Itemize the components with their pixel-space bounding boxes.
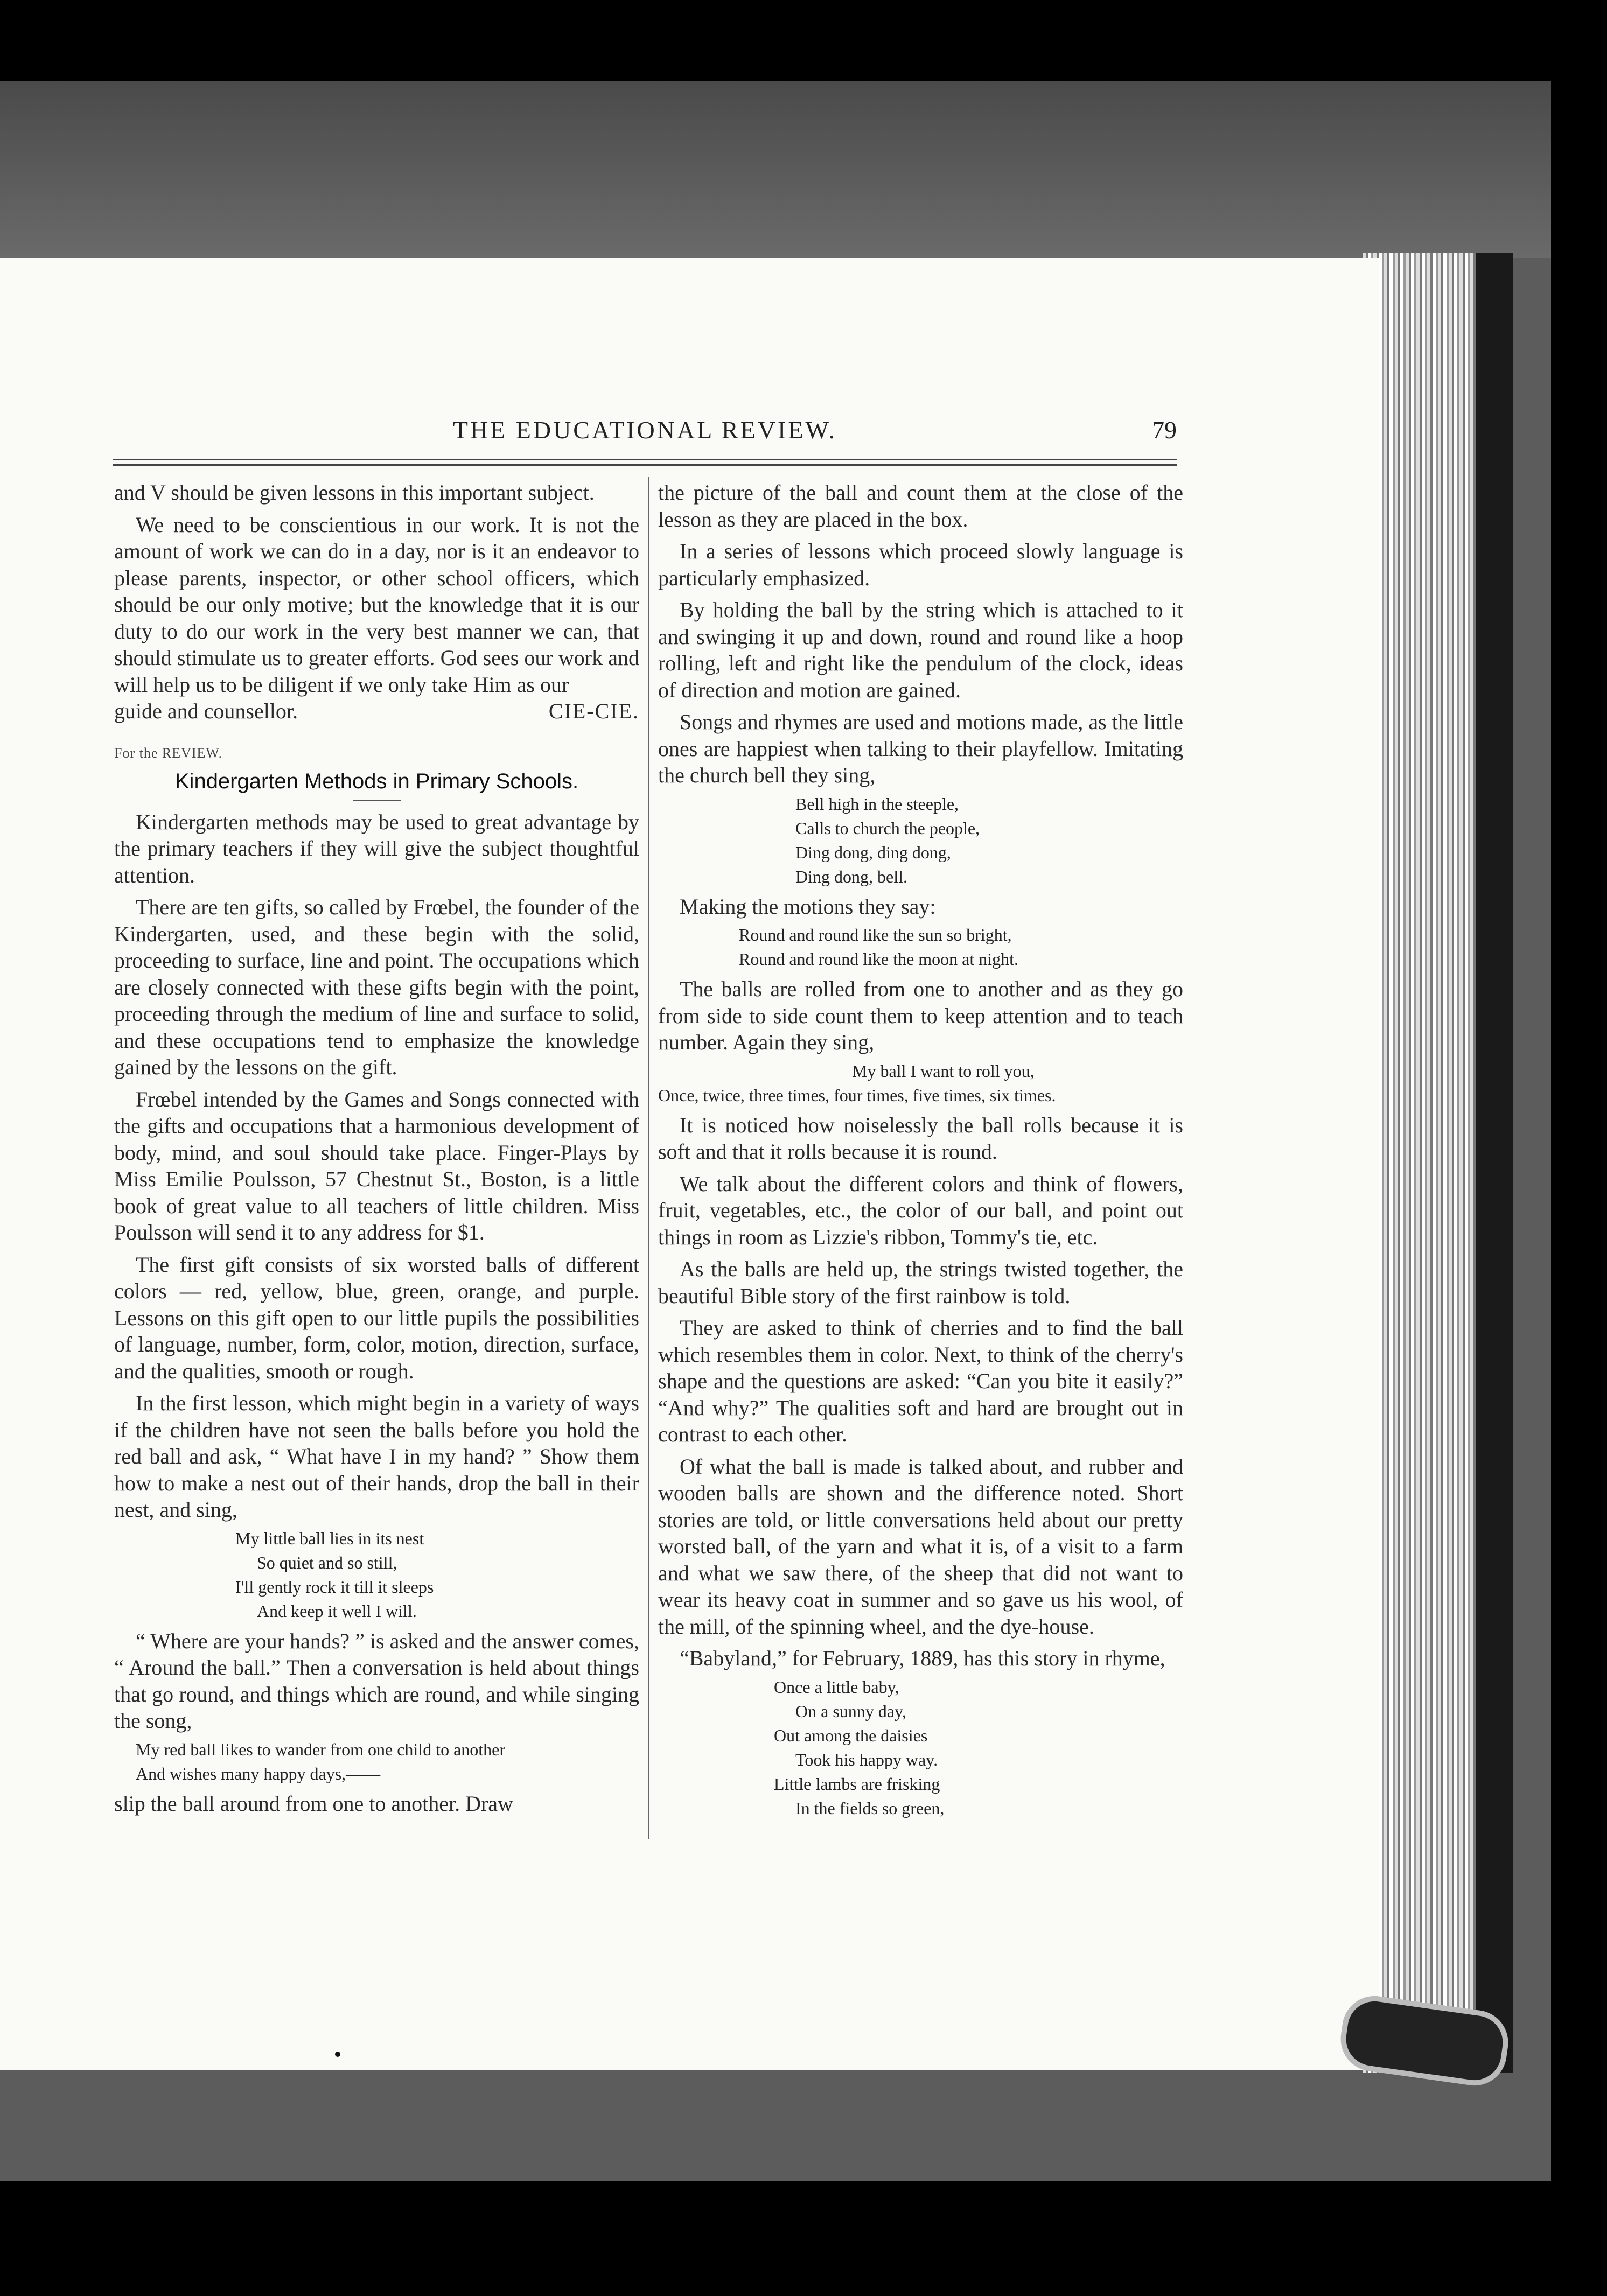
- paragraph: We need to be conscientious in our work. It is not the amount of work we can do in a day, nor is it an endeavor to please parents, inspector, or other school officers, which should be our only motive; but the knowledge that it is our duty to do our work in the very best manner we can, that should stimulate us to greater efforts. God sees our work and will help us to be diligent if we only take Him as our: [114, 512, 639, 697]
- paragraph: Frœbel intended by the Games and Songs connected with the gifts and occupations that a harmonious development of body, mind, and soul should take place. Finger-Plays by Miss Emilie Poulsson, 57 Chestnut St., Boston, is a little book of great value to all teachers of little children. Miss Poulsson will send it to any address for $1.: [114, 1087, 639, 1244]
- verse-line: My ball I want to roll you,: [852, 1061, 1035, 1081]
- column-divider: [648, 477, 649, 1839]
- book-page: [0, 258, 1379, 2070]
- scan-backdrop-top: [0, 81, 1551, 258]
- verse-line: And wishes many happy days,——: [136, 1763, 381, 1783]
- left-column: [114, 479, 639, 1817]
- page-number: 79: [1152, 416, 1177, 444]
- page-header: [113, 416, 1177, 459]
- verse: [114, 1527, 639, 1623]
- verse-line: Once, twice, three times, four times, five times, six times.: [658, 1085, 1056, 1105]
- paragraph: slip the ball around from one to another. Draw: [114, 1791, 513, 1816]
- right-column: [658, 479, 1183, 1825]
- closing-line: [114, 698, 639, 725]
- verse: [658, 1675, 1183, 1821]
- paragraph: Of what the ball is made is talked about, and rubber and wooden balls are shown and the difference noted. Short stories are told, or little conversations held about our pretty worsted ball, of the yarn and what it is, of a visit to a farm and what we saw there, of the sheep that did not want to wear its heavy coat in summer and so gave us his wool, of the mill, of the spinning wheel, and the dye-house.: [658, 1454, 1183, 1639]
- paragraph: Songs and rhymes are used and motions made, as the little ones are happiest when talking to their playfellow. Imitating the church bell they sing,: [658, 710, 1183, 787]
- verse: [658, 792, 1183, 889]
- verse-line: My little ball lies in its nest: [235, 1528, 424, 1548]
- paragraph: In a series of lessons which proceed slowly language is particularly emphasized.: [658, 539, 1183, 590]
- verse: [658, 1059, 1183, 1108]
- verse: [114, 1738, 639, 1786]
- paragraph: “ Where are your hands? ” is asked and the answer comes, “ Around the ball.” Then a conversation is held about things that go round, and things which are round, and while singing the song,: [114, 1628, 639, 1733]
- paragraph: It is noticed how noiselessly the ball rolls because it is soft and that it rolls because it is round.: [658, 1112, 1183, 1164]
- paragraph: the picture of the ball and count them at the close of the lesson as they are placed in the box.: [658, 480, 1183, 531]
- ink-speck: [335, 2052, 340, 2057]
- paragraph: Kindergarten methods may be used to great advantage by the primary teachers if they will give the subject thoughtful attention.: [114, 809, 639, 887]
- paragraph: We talk about the different colors and think of flowers, fruit, vegetables, etc., the color of our ball, and point out things in room as Lizzie's ribbon, Tommy's tie, etc.: [658, 1171, 1183, 1249]
- header-rule-top: [113, 459, 1177, 460]
- paragraph: In the first lesson, which might begin in a variety of ways if the children have not seen the balls before you hold the red ball and ask, “ What have I in my hand? ” Show them how to make a nest out of their hands, drop the ball in their nest, and sing,: [114, 1391, 639, 1522]
- verse-line: Round and round like the moon at night.: [739, 949, 1019, 969]
- verse-line: Bell high in the steeple,: [795, 794, 959, 814]
- review-credit: For the REVIEW.: [114, 745, 223, 761]
- paragraph: Making the motions they say:: [680, 894, 936, 919]
- verse-line: Calls to church the people,: [795, 818, 980, 838]
- verse-line: I'll gently rock it till it sleeps: [235, 1577, 434, 1597]
- verse: [658, 923, 1183, 971]
- verse-line: Ding dong, bell.: [795, 866, 907, 886]
- paragraph: and V should be given lessons in this important subject.: [114, 480, 595, 505]
- verse-line: In the fields so green,: [795, 1798, 945, 1818]
- verse-line: Round and round like the sun so bright,: [739, 925, 1012, 944]
- paragraph: The first gift consists of six worsted balls of different colors — red, yellow, blue, green, orange, and purple. Lessons on this gift open to our little pupils the possibilities of language, number, form, color, motion, direction, surface, and the qualities, smooth or rough.: [114, 1252, 639, 1383]
- verse-line: And keep it well I will.: [257, 1601, 417, 1621]
- closing-text: guide and counsellor.: [114, 699, 298, 723]
- title-rule: [353, 800, 401, 801]
- paragraph: The balls are rolled from one to another and as they go from side to side count them to keep attention and to teach number. Again they sing,: [658, 977, 1183, 1054]
- verse-line: Took his happy way.: [795, 1749, 938, 1769]
- verse-line: Once a little baby,: [774, 1677, 899, 1697]
- verse-line: My red ball likes to wander from one child to another: [136, 1739, 506, 1759]
- verse-line: On a sunny day,: [795, 1701, 906, 1721]
- paragraph: “Babyland,” for February, 1889, has this story in rhyme,: [680, 1646, 1165, 1670]
- paragraph: By holding the ball by the string which is attached to it and swinging it up and down, round and round like a hoop rolling, left and right like the pendulum of the clock, ideas of direction and motion are gained.: [658, 598, 1183, 702]
- book-spine-shadow: [1476, 253, 1513, 2073]
- running-title: THE EDUCATIONAL REVIEW.: [452, 416, 837, 444]
- paragraph: As the balls are held up, the strings twisted together, the beautiful Bible story of the first rainbow is told.: [658, 1257, 1183, 1308]
- header-rule-bottom: [113, 464, 1177, 466]
- article-title: Kindergarten Methods in Primary Schools.: [174, 769, 579, 793]
- author-signature: CIE-CIE.: [548, 699, 639, 723]
- paragraph: They are asked to think of cherries and to find the ball which resembles them in color. Next, to think of the cherry's shape and the questions are asked: “Can you bite it easily?” “And why?” The qualities soft and hard are brought out in contrast to each other.: [658, 1315, 1183, 1446]
- verse-line: Ding dong, ding dong,: [795, 842, 951, 862]
- paragraph: There are ten gifts, so called by Frœbel, the founder of the Kindergarten, used, and these begin with the solid, proceeding to surface, line and point. The occupations which are closely connected with these gifts begin with the point, proceeding through the medium of line and surface to solid, and these occupations tend to emphasize the knowledge gained by the lessons on the gift.: [114, 895, 639, 1079]
- verse-line: Out among the daisies: [774, 1725, 928, 1745]
- verse-line: Little lambs are frisking: [774, 1774, 940, 1794]
- verse-line: So quiet and so still,: [257, 1552, 397, 1572]
